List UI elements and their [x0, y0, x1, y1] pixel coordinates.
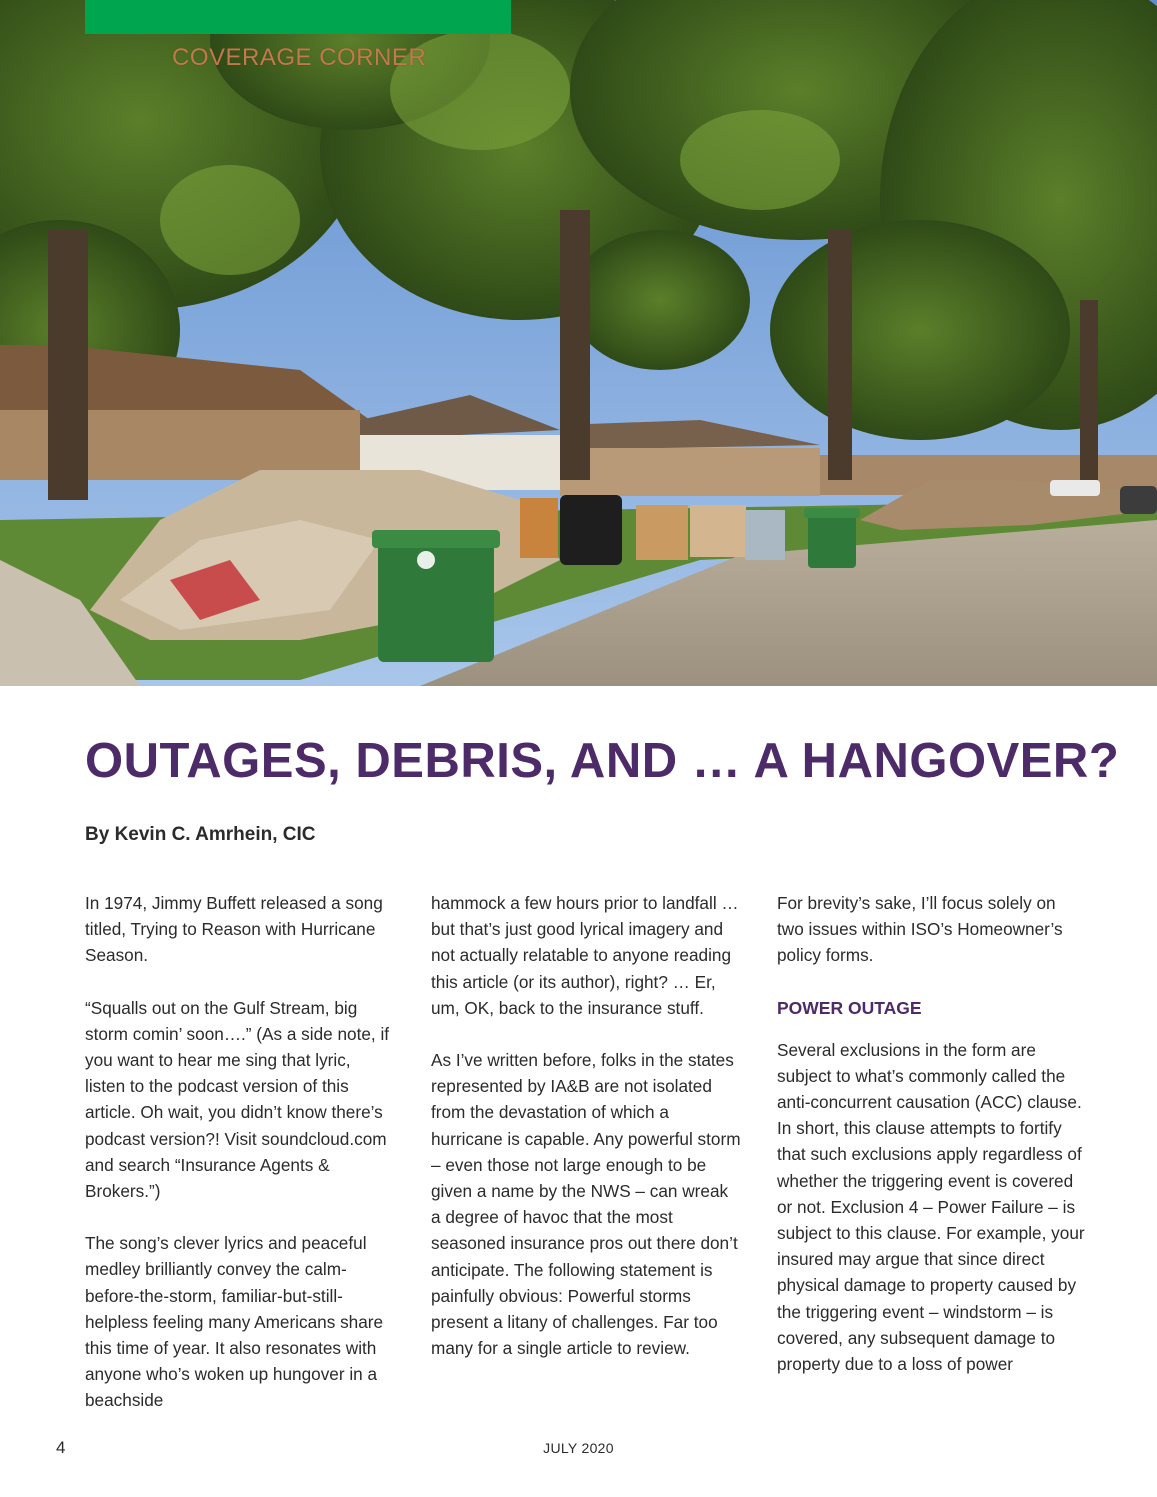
column-3	[777, 890, 1087, 1403]
column-2	[431, 890, 741, 1387]
paragraph: For brevity’s sake, I’ll focus solely on two issues within ISO’s Homeowner’s policy forms.	[777, 893, 1063, 966]
section-label: COVERAGE CORNER	[172, 44, 427, 71]
article-title: OUTAGES, DEBRIS, AND … A HANGOVER?	[85, 734, 1120, 788]
hero-photo	[0, 0, 1157, 686]
paragraph: As I’ve written before, folks in the states represented by IA&B are not isolated from the devastation of which a hurricane is capable. Any powerful storm – even those not large enough to be given a name by the NWS – can wreak a degree of havoc that the most seasoned insurance pros out there don’t anticipate. The following statement is painfully obvious: Powerful storms present a litany of challenges. Far too many for a single article to review.	[431, 1050, 741, 1359]
paragraph: In 1974, Jimmy Buffett released a song titled, Trying to Reason with Hurricane Season.	[85, 893, 383, 966]
paragraph: “Squalls out on the Gulf Stream, big storm comin’ soon….” (As a side note, if you want to hear me sing that lyric, listen to the podcast version of this article. Oh wait, you didn’t know there’s podcast version?! Visit soundcloud.com and search “Insurance Agents & Brokers.”)	[85, 997, 390, 1202]
paragraph: Several exclusions in the form are subject to what’s commonly called the anti-concurrent causation (ACC) clause. In short, this clause attempts to fortify that such exclusions apply regardless of whether the triggering event is covered or not. Exclusion 4 – Power Failure – is subject to this clause. For example, your insured may argue that since direct physical damage to property caused by the triggering event – windstorm – is covered, any subsequent damage to property due to a loss of power	[777, 1039, 1085, 1375]
column-1	[85, 890, 395, 1440]
byline: By Kevin C. Amrhein, CIC	[85, 824, 316, 845]
issue-date: JULY 2020	[543, 1440, 614, 1456]
subheading-power-outage: POWER OUTAGE	[777, 997, 922, 1018]
page-number: 4	[56, 1438, 66, 1457]
section-accent-bar	[85, 0, 511, 34]
paragraph: The song’s clever lyrics and peaceful medley brilliantly convey the calm-before-the-storm, familiar-but-still-helpless feeling many Americans share this time of year. It also resonates with anyone who’s woken up hungover in a beachside	[85, 1233, 384, 1411]
paragraph: hammock a few hours prior to landfall … but that’s just good lyrical imagery and not actually relatable to anyone reading this article (or its author), right? … Er, um, OK, back to the insurance stuff.	[431, 893, 739, 1018]
